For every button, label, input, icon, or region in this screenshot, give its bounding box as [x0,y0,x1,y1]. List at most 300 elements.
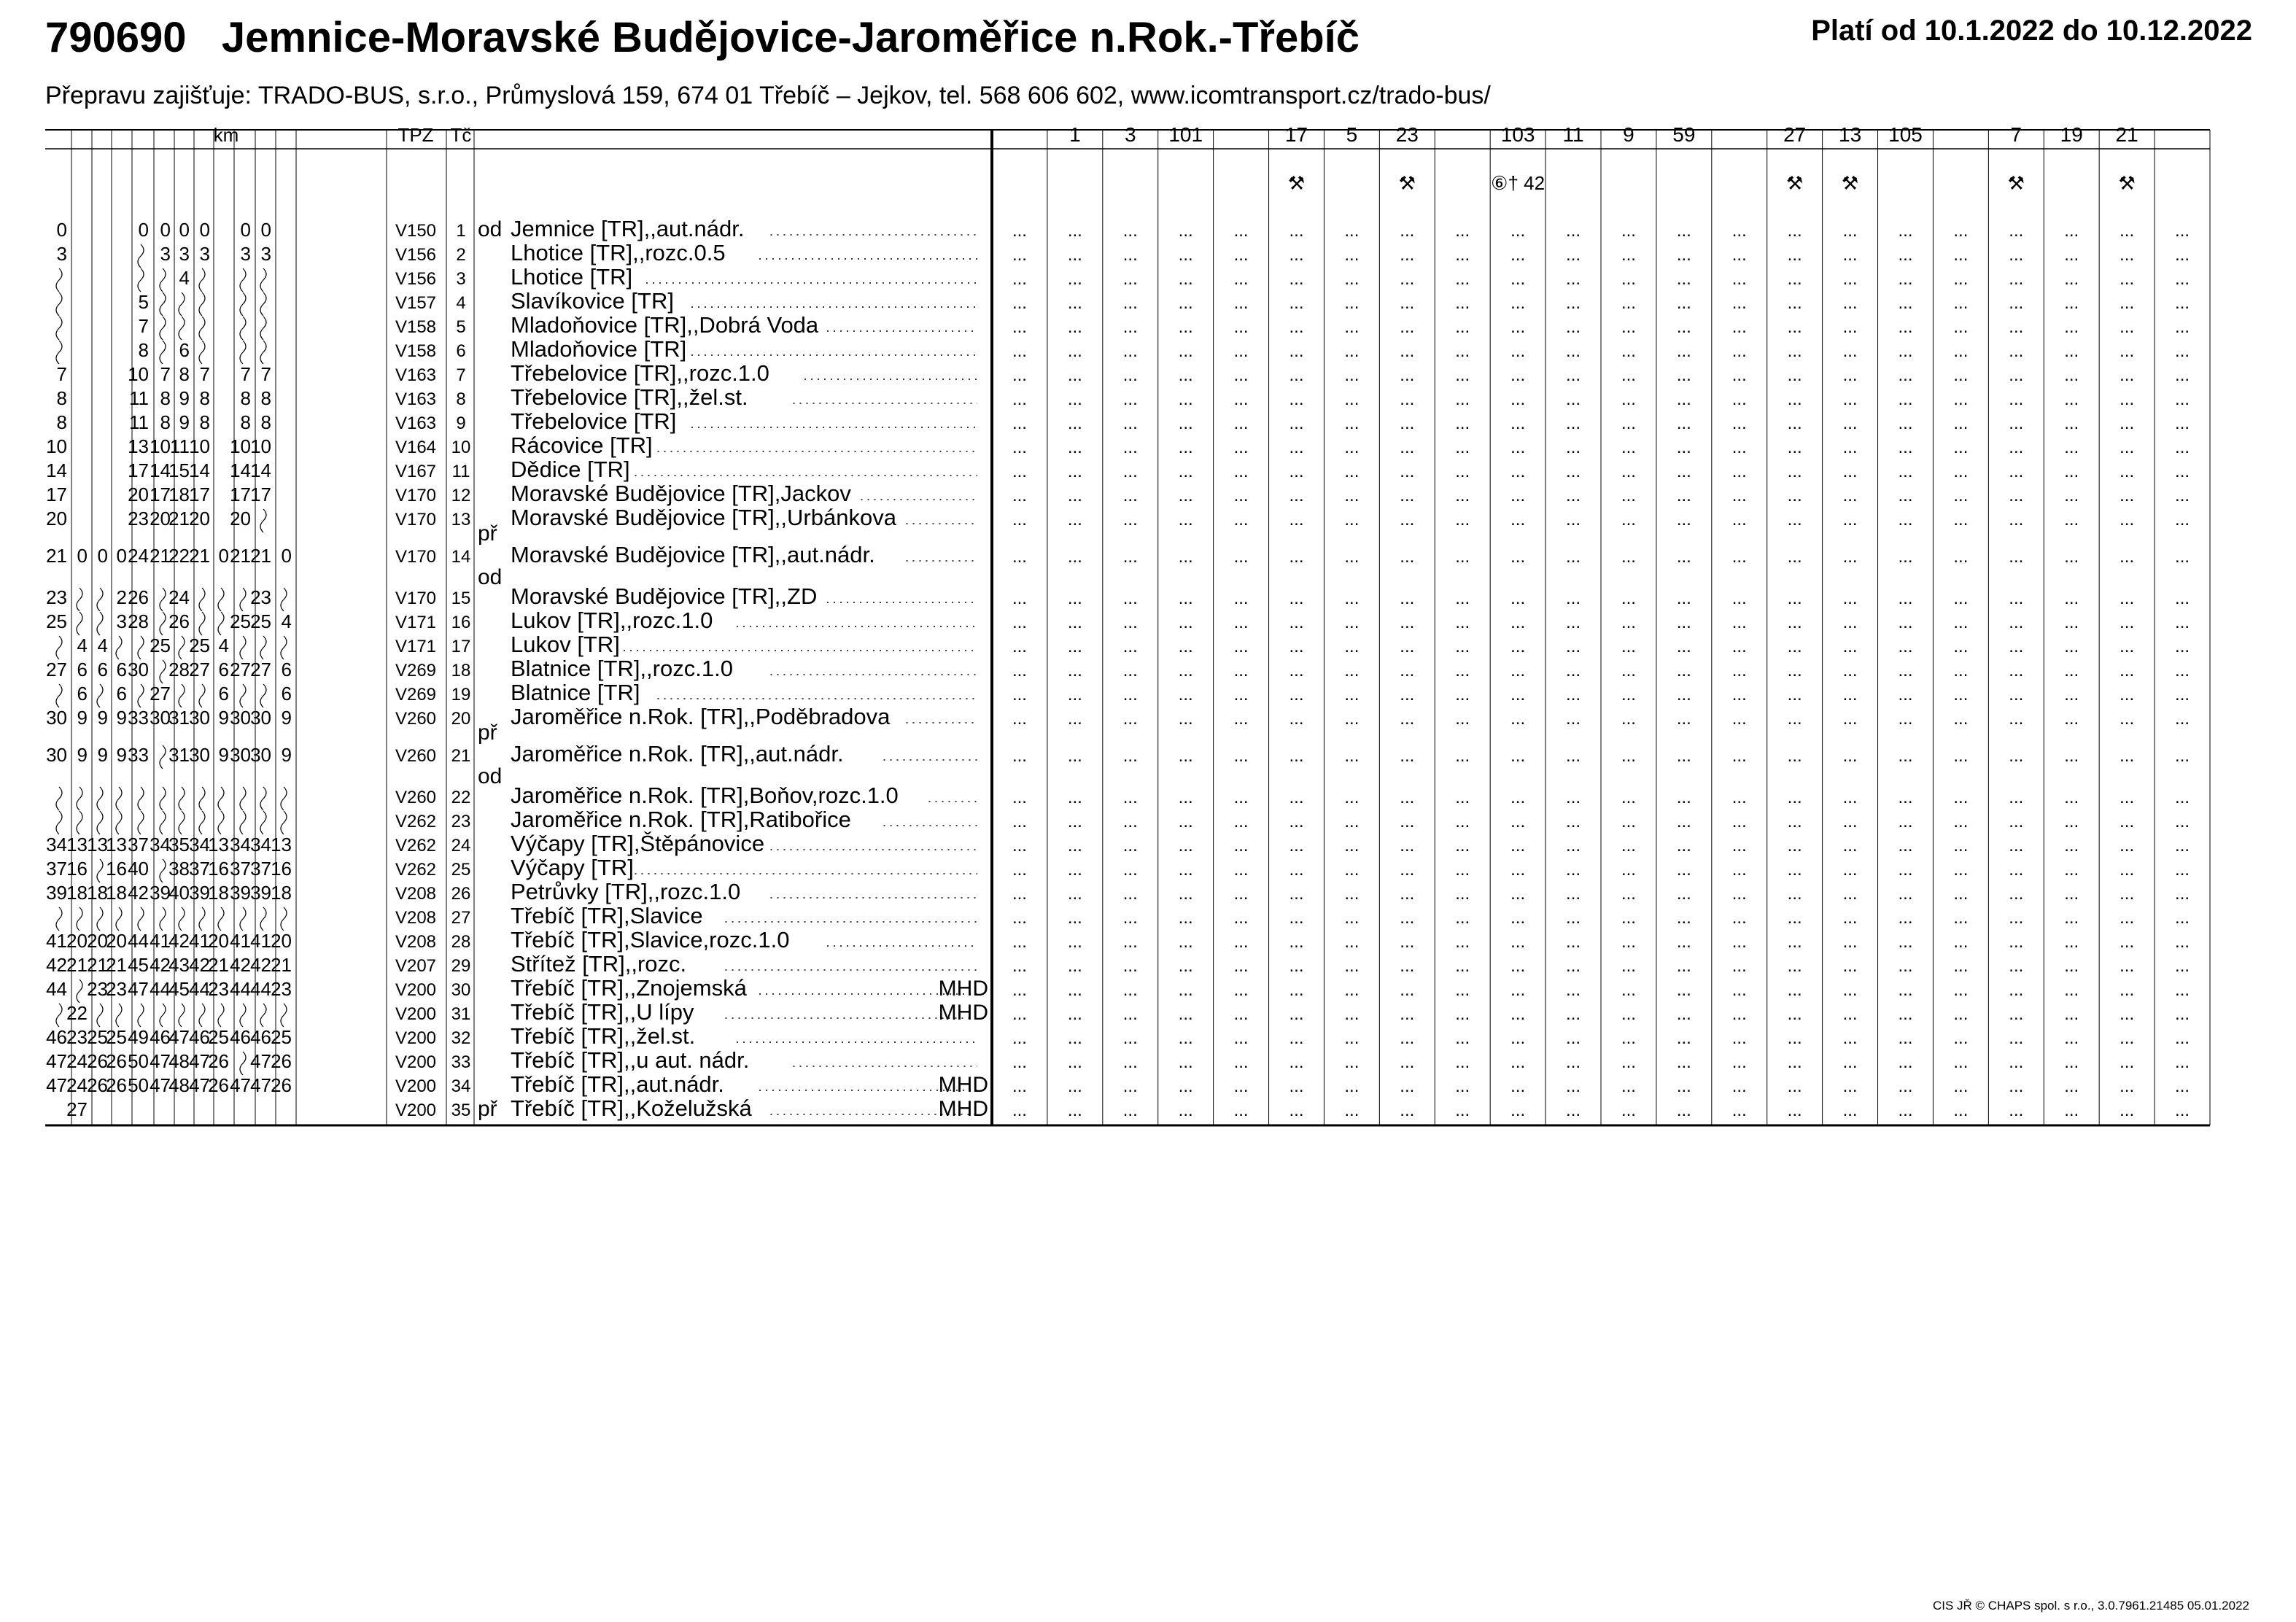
empty-cell: ... [1842,245,1858,265]
empty-cell: ... [1455,1028,1470,1048]
empty-cell: ... [1621,1052,1636,1072]
empty-cell: ... [2175,1076,2190,1096]
km-skip-mark [56,1004,62,1027]
empty-cell: ... [1455,884,1470,904]
empty-cell: ... [1842,980,1858,1000]
empty-cell: ... [1455,293,1470,313]
km-skip-mark [240,588,246,611]
km-value: 0 [56,219,67,241]
empty-cell: ... [2119,462,2135,481]
empty-cell: ... [1289,932,1304,952]
empty-cell: ... [1233,932,1249,952]
km-value: 3 [116,610,127,632]
km-skip-mark [179,684,185,707]
km-skip-mark [138,787,144,810]
km-value: 0 [97,545,108,567]
line-number: 790690 [45,14,187,61]
empty-cell: ... [1012,836,1027,855]
km-skip-mark [218,588,224,611]
empty-cell: ... [1122,245,1138,265]
km-value: 0 [77,545,88,567]
empty-cell: ... [1400,269,1415,289]
empty-cell: ... [1510,685,1526,705]
empty-cell: ... [1455,486,1470,505]
trip-note: ⑥† 42 [1491,172,1545,194]
empty-cell: ... [1510,1052,1526,1072]
empty-cell: ... [1012,547,1027,567]
km-value: 45 [168,978,190,1000]
empty-cell: ... [1233,980,1249,1000]
empty-cell: ... [1012,221,1027,241]
empty-cell: ... [1842,462,1858,481]
empty-cell: ... [2119,932,2135,952]
empty-cell: ... [1400,547,1415,567]
empty-cell: ... [1067,1004,1082,1024]
km-value: 39 [230,882,251,904]
empty-cell: ... [1400,317,1415,337]
empty-cell: ... [1455,1076,1470,1096]
empty-cell: ... [1566,860,1581,880]
empty-cell: ... [1344,1052,1360,1072]
empty-cell: ... [1731,317,1747,337]
empty-cell: ... [1676,1101,1691,1120]
empty-cell: ... [1953,884,1969,904]
empty-cell: ... [1787,1076,1802,1096]
km-value: 6 [97,659,108,680]
km-value: 24 [168,586,190,608]
empty-cell: ... [1621,1101,1636,1120]
empty-cell: ... [1455,661,1470,680]
empty-cell: ... [1012,1076,1027,1096]
empty-cell: ... [1898,486,1913,505]
empty-cell: ... [1178,746,1193,766]
empty-cell: ... [1566,980,1581,1000]
empty-cell: ... [1510,365,1526,385]
empty-cell: ... [1731,462,1747,481]
empty-cell: ... [2119,860,2135,880]
empty-cell: ... [1067,221,1082,241]
empty-cell: ... [1898,365,1913,385]
km-value: 39 [250,882,271,904]
empty-cell: ... [1400,661,1415,680]
stop-name: Třebíč [TR],,U lípy [511,999,694,1025]
km-value: 26 [208,1050,229,1072]
empty-cell: ... [1289,884,1304,904]
km-value: 41 [189,930,210,952]
empty-cell: ... [1067,317,1082,337]
empty-cell: ... [2009,637,2024,656]
empty-cell: ... [1621,462,1636,481]
empty-cell: ... [1178,1052,1193,1072]
empty-cell: ... [1122,746,1138,766]
empty-cell: ... [1898,661,1913,680]
empty-cell: ... [1898,685,1913,705]
empty-cell: ... [2009,510,2024,529]
km-value: 48 [168,1074,190,1096]
empty-cell: ... [1787,661,1802,680]
empty-cell: ... [2064,637,2079,656]
empty-cell: ... [2009,709,2024,729]
km-skip-mark [138,636,144,659]
empty-cell: ... [1510,1101,1526,1120]
empty-cell: ... [1455,1101,1470,1120]
km-value: 21 [271,954,292,976]
empty-cell: ... [1842,812,1858,831]
empty-cell: ... [1510,613,1526,632]
km-skip-mark [138,268,144,292]
empty-cell: ... [1400,1004,1415,1024]
empty-cell: ... [2064,1076,2079,1096]
km-value: 35 [168,834,190,855]
stop-name: Lhotice [TR] [511,264,633,290]
stop-name: Třebíč [TR],,žel.st. [511,1023,696,1049]
empty-cell: ... [1676,414,1691,433]
km-value: 20 [46,508,67,529]
empty-cell: ... [1731,812,1747,831]
km-value: 8 [260,387,271,409]
empty-cell: ... [1344,746,1360,766]
stop-number: 12 [451,486,471,505]
empty-cell: ... [1344,221,1360,241]
km-value: 27 [150,683,171,705]
km-value: 8 [179,363,190,385]
km-skip-mark [160,292,166,316]
empty-cell: ... [1510,293,1526,313]
empty-cell: ... [1067,365,1082,385]
empty-cell: ... [1621,746,1636,766]
tpz-zone: V262 [395,860,437,880]
empty-cell: ... [1344,547,1360,567]
empty-cell: ... [1455,980,1470,1000]
km-skip-mark [179,907,185,931]
km-skip-mark [240,811,246,834]
km-skip-mark [199,811,205,834]
empty-cell: ... [1178,980,1193,1000]
empty-cell: ... [2064,860,2079,880]
km-value: 6 [116,683,127,705]
km-value: 21 [106,954,127,976]
empty-cell: ... [1621,980,1636,1000]
empty-cell: ... [1953,245,1969,265]
empty-cell: ... [1344,685,1360,705]
empty-cell: ... [1012,365,1027,385]
km-skip-mark [97,612,103,635]
empty-cell: ... [2064,788,2079,807]
empty-cell: ... [2175,637,2190,656]
km-value: 4 [218,635,229,656]
empty-cell: ... [1787,269,1802,289]
km-skip-mark [260,268,266,292]
empty-cell: ... [1122,932,1138,952]
km-value: 30 [189,744,210,766]
empty-cell: ... [1621,661,1636,680]
empty-cell: ... [1787,884,1802,904]
empty-cell: ... [1842,510,1858,529]
km-value: 30 [46,744,67,766]
km-value: 0 [116,545,127,567]
km-value: 26 [208,1074,229,1096]
km-value: 17 [250,484,271,505]
empty-cell: ... [2064,661,2079,680]
empty-cell: ... [1289,438,1304,457]
empty-cell: ... [1178,685,1193,705]
empty-cell: ... [1012,317,1027,337]
empty-cell: ... [1067,389,1082,409]
empty-cell: ... [2175,1028,2190,1048]
empty-cell: ... [2175,438,2190,457]
km-skip-mark [199,787,205,810]
validity-period: Platí od 10.1.2022 do 10.12.2022 [1811,15,2252,47]
empty-cell: ... [1455,1004,1470,1024]
km-skip-mark [281,588,287,611]
km-value: 10 [46,435,67,457]
stop-number: 34 [451,1076,471,1096]
empty-cell: ... [1787,860,1802,880]
departure-mark: od [478,565,503,589]
empty-cell: ... [1344,1028,1360,1048]
stop-number: 5 [456,317,466,337]
km-value: 0 [281,545,292,567]
km-value: 9 [179,411,190,433]
km-value: 20 [128,484,149,505]
empty-cell: ... [1289,221,1304,241]
empty-cell: ... [2119,365,2135,385]
empty-cell: ... [1510,1076,1526,1096]
km-value: 17 [128,459,149,481]
km-value: 47 [168,1026,190,1048]
empty-cell: ... [1731,860,1747,880]
empty-cell: ... [2064,812,2079,831]
empty-cell: ... [2064,1004,2079,1024]
km-value: 13 [208,834,229,855]
empty-cell: ... [1621,860,1636,880]
km-value: 9 [218,744,229,766]
empty-cell: ... [1067,709,1082,729]
stop-number: 3 [456,269,466,289]
empty-cell: ... [1842,1076,1858,1096]
stop-name: Třebelovice [TR],,rozc.1.0 [511,360,769,386]
empty-cell: ... [2064,269,2079,289]
empty-cell: ... [1898,746,1913,766]
empty-cell: ... [1842,221,1858,241]
empty-cell: ... [1953,293,1969,313]
empty-cell: ... [1233,269,1249,289]
km-value: 23 [250,586,271,608]
km-value: 26 [128,586,149,608]
km-value: 8 [138,339,149,361]
km-value: 50 [128,1074,149,1096]
km-value: 30 [250,707,271,729]
empty-cell: ... [2009,547,2024,567]
km-value: 27 [250,659,271,680]
stop-number: 25 [451,860,471,880]
km-value: 8 [160,387,171,409]
empty-cell: ... [1233,547,1249,567]
trip-note: ⚒ [1287,172,1306,194]
empty-cell: ... [1842,389,1858,409]
km-value: 9 [97,707,108,729]
tpz-zone: V200 [395,1052,437,1072]
empty-cell: ... [1510,812,1526,831]
empty-cell: ... [1676,637,1691,656]
km-value: 44 [189,978,210,1000]
km-skip-mark [97,1004,103,1027]
km-value: 37 [128,834,149,855]
km-value: 24 [66,1074,88,1096]
empty-cell: ... [1566,365,1581,385]
stop-name: Třebíč [TR],,aut.nádr. [511,1071,724,1097]
tpz-zone: V171 [395,613,437,632]
empty-cell: ... [1787,414,1802,433]
km-value: 25 [230,610,251,632]
empty-cell: ... [1566,932,1581,952]
km-value: 3 [56,243,67,265]
stop-name: Jemnice [TR],,aut.nádr. [511,216,745,241]
empty-cell: ... [1344,1101,1360,1120]
empty-cell: ... [1731,389,1747,409]
empty-cell: ... [2064,589,2079,608]
empty-cell: ... [1178,221,1193,241]
km-value: 34 [46,834,67,855]
empty-cell: ... [1566,637,1581,656]
empty-cell: ... [2119,836,2135,855]
trip-number: 1 [1069,123,1081,146]
empty-cell: ... [1676,812,1691,831]
km-skip-mark [179,1004,185,1027]
km-value: 3 [260,243,271,265]
km-skip-mark [179,787,185,810]
empty-cell: ... [1400,980,1415,1000]
empty-cell: ... [1898,908,1913,928]
km-skip-mark [160,787,166,810]
km-value: 21 [208,954,229,976]
empty-cell: ... [1122,613,1138,632]
empty-cell: ... [1067,438,1082,457]
empty-cell: ... [1953,341,1969,361]
km-skip-mark [56,317,62,340]
empty-cell: ... [1676,486,1691,505]
stop-number: 20 [451,709,471,729]
empty-cell: ... [1289,709,1304,729]
empty-cell: ... [2064,956,2079,976]
empty-cell: ... [1510,788,1526,807]
empty-cell: ... [1621,221,1636,241]
empty-cell: ... [1842,908,1858,928]
empty-cell: ... [1012,812,1027,831]
empty-cell: ... [1842,1028,1858,1048]
km-value: 9 [179,387,190,409]
km-value: 14 [230,459,251,481]
empty-cell: ... [1400,860,1415,880]
empty-cell: ... [1233,317,1249,337]
km-value: 47 [230,1074,251,1096]
arrival-mark: př [478,521,497,546]
empty-cell: ... [1289,389,1304,409]
km-value: 40 [168,882,190,904]
km-value: 8 [240,411,251,433]
empty-cell: ... [1122,389,1138,409]
km-value: 21 [87,954,108,976]
km-value: 42 [46,954,67,976]
tpz-zone: V158 [395,317,437,337]
km-value: 8 [56,387,67,409]
empty-cell: ... [1455,746,1470,766]
empty-cell: ... [1787,1028,1802,1048]
empty-cell: ... [1787,1052,1802,1072]
empty-cell: ... [1067,547,1082,567]
km-value: 30 [250,744,271,766]
empty-cell: ... [1344,510,1360,529]
km-value: 18 [271,882,292,904]
km-value: 6 [218,659,229,680]
tpz-zone: V200 [395,1101,437,1120]
km-value: 39 [46,882,67,904]
km-value: 0 [260,219,271,241]
km-skip-mark [260,684,266,707]
empty-cell: ... [2119,956,2135,976]
empty-cell: ... [2119,1101,2135,1120]
empty-cell: ... [1012,510,1027,529]
empty-cell: ... [1344,438,1360,457]
empty-cell: ... [1067,589,1082,608]
empty-cell: ... [1122,414,1138,433]
empty-cell: ... [1731,547,1747,567]
stop-name: Třebelovice [TR],,žel.st. [511,384,748,410]
km-skip-mark [199,292,205,316]
km-skip-mark [260,509,266,532]
empty-cell: ... [1178,1101,1193,1120]
km-skip-mark [138,907,144,931]
km-value: 7 [138,315,149,337]
km-value: 3 [240,243,251,265]
empty-cell: ... [1233,746,1249,766]
km-skip-mark [77,612,82,635]
km-value: 7 [56,363,67,385]
empty-cell: ... [1344,812,1360,831]
empty-cell: ... [2119,709,2135,729]
km-skip-mark [218,612,224,635]
km-skip-mark [218,787,224,810]
empty-cell: ... [2009,1076,2024,1096]
empty-cell: ... [1400,438,1415,457]
km-value: 42 [150,954,171,976]
km-value: 10 [230,435,251,457]
empty-cell: ... [1510,836,1526,855]
empty-cell: ... [1067,269,1082,289]
empty-cell: ... [2064,1028,2079,1048]
km-skip-mark [240,268,246,292]
empty-cell: ... [1122,1028,1138,1048]
stop-name: Jaroměřice n.Rok. [TR],Ratibořice [511,807,851,832]
empty-cell: ... [1953,486,1969,505]
empty-cell: ... [1122,486,1138,505]
empty-cell: ... [2119,414,2135,433]
empty-cell: ... [1233,293,1249,313]
empty-cell: ... [1233,438,1249,457]
empty-cell: ... [1344,341,1360,361]
empty-cell: ... [2119,589,2135,608]
km-header: km [213,124,239,146]
km-value: 23 [271,978,292,1000]
empty-cell: ... [1676,269,1691,289]
empty-cell: ... [1178,956,1193,976]
km-skip-mark [260,907,266,931]
empty-cell: ... [1842,860,1858,880]
empty-cell: ... [1621,1076,1636,1096]
empty-cell: ... [1842,836,1858,855]
empty-cell: ... [1012,1028,1027,1048]
empty-cell: ... [2064,1052,2079,1072]
